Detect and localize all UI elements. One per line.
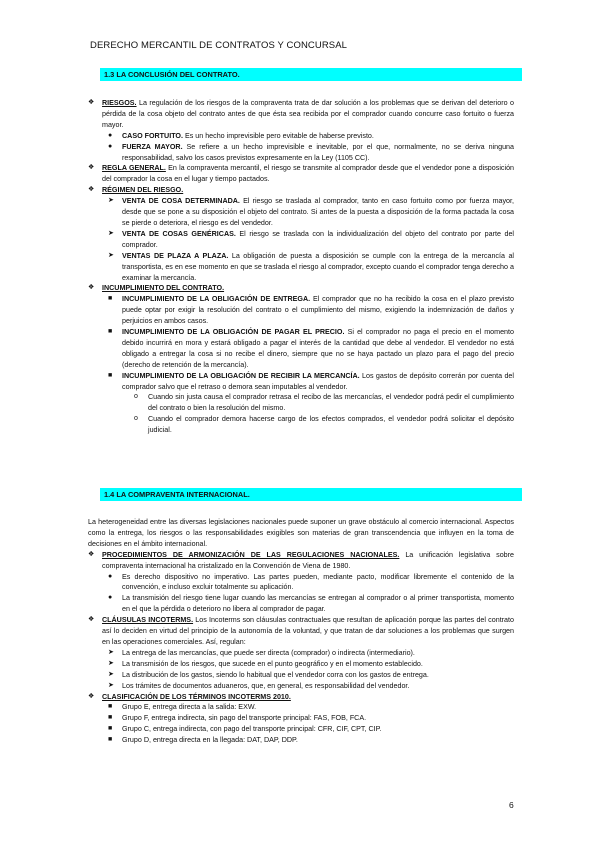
list-item-sin-justa-causa [88,392,514,414]
text-grupo-c: Grupo C, entrega indirecta, con pago del transporte principal: CFR, CIF, CPT, CIP. [122,725,382,734]
list-item-incumplimiento [88,283,514,294]
list-item-demora [88,414,514,436]
term-fuerza-mayor: FUERZA MAYOR. [122,142,183,151]
list-item-regimen [88,185,514,196]
term-riesgos: RIESGOS. [102,99,137,107]
term-cosa-determinada: VENTA DE COSA DETERMINADA. [122,197,240,206]
list-item-cosa-determinada [88,196,514,229]
term-inc-entrega: INCUMPLIMIENTO DE LA OBLIGACIÓN DE ENTREGA. [122,295,311,304]
text-regulan: La entrega de las mercancías, que puede ser directa (comprador) o indirecta (intermediario). [122,648,415,657]
dot-bullet-icon: ● [108,594,113,602]
square-bullet-icon: ■ [108,714,113,722]
text-grupo-e: Grupo E, entrega directa a la salida: EXW. [122,703,257,712]
diamond-bullet-icon: ❖ [88,284,95,292]
arrow-bullet-icon: ➤ [108,229,114,237]
list-item-inc-recibir [88,371,514,393]
diamond-bullet-icon: ❖ [88,550,95,558]
circle-bullet-icon: o [134,415,138,423]
term-incoterms: CLÁUSULAS INCOTERMS. [102,616,194,625]
diamond-bullet-icon: ❖ [88,99,95,106]
text-caso-fortuito: Es un hecho imprevisible pero evitable de haberse previsto. [182,131,374,140]
text-riesgos: La regulación de los riesgos de la compraventa trata de dar solución a los problemas que se derivan del deterioro o pérdida de la cosa objeto del contrato antes de que ésta sea recibida por el comprador cuando concurre caso fortuito o fuerza mayor. [102,99,514,129]
text-fuerza-mayor: Se refiere a un hecho imprevisible e inevitable, por el que, normalmente, no se deriva ninguna responsabilidad, salvo los casos previstos expresamente en la Ley (1105 CC). [122,142,515,162]
list-item-clasificacion [88,692,514,703]
list-item-fuerza-mayor [88,142,514,164]
intro-paragraph: La heterogeneidad entre las diversas legislaciones nacionales puede suponer un grave obstáculo al comercio internacional. Aspectos como la entrega, los riesgos o las responsabilidades exigibles son materias de gran transcendencia que influyen en la toma de decisiones en el ámbito internacional. [88,518,514,548]
text-demora: Cuando el comprador demora hacerse cargo de los efectos comprados, el vendedor podrá solicitar el depósito judicial. [148,415,514,435]
text-incoterms: Los Incoterms son cláusulas contractuales que resultan de aplicación porque las partes del contrato así lo deciden en virtud del principio de la autonomía de la voluntad, y que tratan de dar soluciones a los problemas que surgen en las operaciones comerciales. Así, regulan: [102,616,514,646]
text-inc-entrega: El comprador que no ha recibido la cosa en el plazo previsto puede optar por exigir la resolución del contrato o el cumplimiento del mismo, exigiendo la indemnización de daños y perjuicios en ambos casos. [122,295,514,326]
list-item-dispositivo [88,572,514,594]
text-dispositivo: Es derecho dispositivo no imperativo. Las partes pueden, mediante pacto, modificar libremente el contenido de la convención, e incluso excluir totalmente su aplicación. [122,572,514,592]
list-item-grupo [88,713,514,724]
square-bullet-icon: ■ [108,703,113,711]
text-inc-pagar: Si el comprador no paga el precio en el momento debido incurrirá en mora y estará obligado a pagar el interés de la cantidad que debe al vendedor. El vendedor no está obligado a entregar la cosa si no recibe el dinero, siempre que no se haya pactado un plazo para el pago del precio (derecho de retención de la mercancía). [122,328,514,369]
term-inc-pagar: INCUMPLIMIENTO DE LA OBLIGACIÓN DE PAGAR EL PRECIO. [122,328,345,337]
text-regulan: La transmisión de los riesgos, que sucede en el punto geográfico y en el momento establecido. [122,659,423,668]
term-regla-general: REGLA GENERAL. [102,164,166,173]
term-incumplimiento: INCUMPLIMIENTO DEL CONTRATO. [102,284,225,293]
section-1-4-body [88,517,514,746]
list-item-riesgos [88,98,514,131]
diamond-bullet-icon: ❖ [88,616,95,624]
text-plaza-a-plaza: La obligación de puesta a disposición se cumple con la entrega de la mercancía al transportista, es en ese momento en que se traslada el riesgo al comprador, excepto cuando el comprador tenga derecho a examinar la mercancía. [122,251,515,282]
list-item-transmision [88,593,514,615]
list-item-regulan [88,681,514,692]
diamond-bullet-icon: ❖ [88,164,95,172]
text-grupo-f: Grupo F, entrega indirecta, sin pago del transporte principal: FAS, FOB, FCA. [122,714,367,723]
list-item-procedimientos [88,550,514,572]
term-procedimientos: PROCEDIMIENTOS DE ARMONIZACIÓN DE LAS REGULACIONES NACIONALES. [102,550,400,559]
list-item-plaza-a-plaza [88,251,514,284]
square-bullet-icon: ■ [108,328,113,336]
list-item-regulan [88,659,514,670]
list-item-inc-pagar [88,327,514,371]
text-sin-justa-causa: Cuando sin justa causa el comprador retrasa el recibo de las mercancías, el vendedor podrá pedir el cumplimiento del contrato o bien la resolución del mismo. [148,393,514,413]
list-item-regulan [88,670,514,681]
arrow-bullet-icon: ➤ [108,648,114,656]
dot-bullet-icon: ● [108,142,113,150]
diamond-bullet-icon: ❖ [88,186,95,194]
term-clasificacion: CLASIFICACIÓN DE LOS TÉRMINOS INCOTERMS 2010. [102,692,291,701]
diamond-bullet-icon: ❖ [88,692,95,700]
list-item-regulan [88,648,514,659]
square-bullet-icon: ■ [108,295,113,303]
list-item-cosas-genericas [88,229,514,251]
section-heading-1-4: 1.4 LA COMPRAVENTA INTERNACIONAL. [100,488,522,501]
arrow-bullet-icon: ➤ [108,681,114,689]
list-item-incoterms [88,615,514,648]
list-item-grupo [88,724,514,735]
text-cosa-determinada: El riesgo se traslada al comprador, tanto en caso fortuito como por fuerza mayor, desde que se pone a su disposición el objeto del contrato. Si antes de la puesta a disposición de la forma pactada la cosa se pierde o deteriora, el riesgo es del vendedor. [122,197,514,227]
arrow-bullet-icon: ➤ [108,670,114,678]
square-bullet-icon: ■ [108,725,113,733]
term-regimen: RÉGIMEN DEL RIESGO. [102,186,184,195]
page-header: DERECHO MERCANTIL DE CONTRATOS Y CONCURSAL [90,40,348,51]
list-item-regla-general [88,163,514,185]
arrow-bullet-icon: ➤ [108,659,114,667]
square-bullet-icon: ■ [108,736,113,744]
text-grupo-d: Grupo D, entrega directa en la llegada: DAT, DAP, DDP. [122,736,298,745]
list-item-grupo [88,702,514,713]
text-transmision: La transmisión del riesgo tiene lugar cuando las mercancías se entregan al comprador o al primer transportista, momento en el que la pérdida o deterioro no libera al comprador de pagar. [122,594,514,614]
section-heading-1-3: 1.3 LA CONCLUSIÓN DEL CONTRATO. [100,68,522,81]
term-plaza-a-plaza: VENTAS DE PLAZA A PLAZA. [122,251,229,260]
arrow-bullet-icon: ➤ [108,197,114,205]
dot-bullet-icon: ● [108,572,113,580]
term-inc-recibir: INCUMPLIMIENTO DE LA OBLIGACIÓN DE RECIBIR LA MERCANCÍA. [122,371,360,380]
term-caso-fortuito: CASO FORTUITO. [122,131,183,140]
text-regla-general: En la compraventa mercantil, el riesgo se transmite al comprador desde que el vendedor pone a disposición del comprador la cosa en el lugar y tiempo pactados. [102,164,515,184]
text-regulan: La distribución de los gastos, siendo lo habitual que el vendedor corra con los gastos de entrega. [122,670,429,679]
text-cosas-genericas: El riesgo se traslada con la individualización del objeto del contrato por parte del comprador. [122,229,515,249]
text-regulan: Los trámites de documentos aduaneros, que, en general, es responsabilidad del vendedor. [122,681,410,690]
section-1-3-body [88,98,514,436]
text-procedimientos: La unificación legislativa sobre compraventa internacional ha cristalizado en la Convención de Viena de 1980. [102,550,514,570]
arrow-bullet-icon: ➤ [108,251,114,259]
circle-bullet-icon: o [134,393,138,401]
list-item-inc-entrega [88,294,514,327]
dot-bullet-icon: ● [108,131,113,139]
term-cosas-genericas: VENTA DE COSAS GENÉRICAS. [122,229,236,238]
list-item-grupo [88,735,514,746]
page-number: 6 [509,800,514,810]
list-item-caso-fortuito [88,131,514,142]
text-inc-recibir: Los gastos de depósito correrán por cuenta del comprador salvo que el retraso o demora sean imputables al vendedor. [122,371,514,391]
square-bullet-icon: ■ [108,371,113,379]
